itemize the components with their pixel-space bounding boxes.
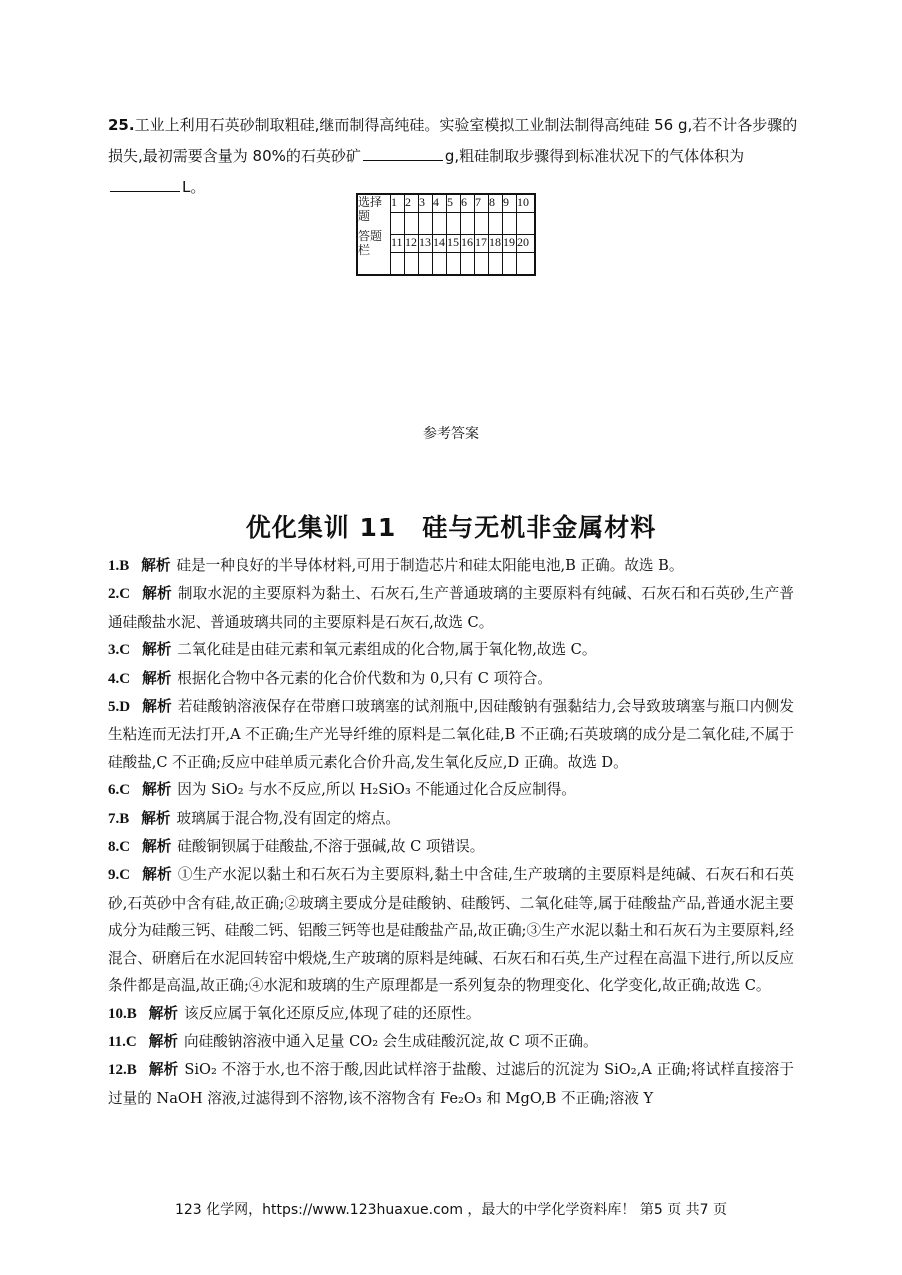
grid-number: 5 xyxy=(447,194,461,213)
answer-list xyxy=(108,552,794,1112)
grid-answer-cell[interactable] xyxy=(503,253,517,275)
grid-answer-cell[interactable] xyxy=(447,213,461,235)
grid-number: 16 xyxy=(461,235,475,253)
grid-number: 17 xyxy=(475,235,489,253)
page-footer: 123 化学网，https://www.123huaxue.com ，最大的中学化学资料库！ 第5 页 共7 页 xyxy=(174,1202,728,1218)
grid-number: 8 xyxy=(489,194,503,213)
grid-answer-cell[interactable] xyxy=(405,213,419,235)
answer-blank-1[interactable] xyxy=(363,142,443,161)
grid-number: 2 xyxy=(405,194,419,213)
grid-number: 9 xyxy=(503,194,517,213)
grid-answer-cell[interactable] xyxy=(489,213,503,235)
question-text-part2: g,粗硅制取步骤得到标准状况下的气体体积为 xyxy=(444,147,745,165)
grid-number: 19 xyxy=(503,235,517,253)
grid-number: 1 xyxy=(391,194,405,213)
grid-number: 10 xyxy=(517,194,536,213)
grid-answer-cell[interactable] xyxy=(391,253,405,275)
grid-answer-cell[interactable] xyxy=(447,253,461,275)
grid-answer-cell[interactable] xyxy=(433,213,447,235)
answer-item: 7.B 解析 玻璃属于混合物,没有固定的熔点。 xyxy=(108,809,401,827)
grid-number: 6 xyxy=(461,194,475,213)
answer-blank-2[interactable] xyxy=(110,173,180,192)
grid-number: 15 xyxy=(447,235,461,253)
answer-item: 11.C 解析 向硅酸钠溶液中通入足量 CO₂ 会生成硅酸沉淀,故 C 项不正确。 xyxy=(108,1032,598,1050)
answer-item: 8.C 解析 硅酸铜钡属于硅酸盐,不溶于强碱,故 C 项错误。 xyxy=(108,838,485,856)
grid-number: 7 xyxy=(475,194,489,213)
grid-answer-cell[interactable] xyxy=(503,213,517,235)
question-text-part1: 工业上利用石英砂制取粗硅,继而制得高纯硅。实验室模拟工业制法制得高纯硅 56 g,若不计各步骤的损失,最初需要含量为 80%的石英砂矿 xyxy=(108,116,798,165)
grid-answer-cell[interactable] xyxy=(405,253,419,275)
grid-answer-cell[interactable] xyxy=(475,213,489,235)
question-text-part3: L。 xyxy=(182,178,206,196)
grid-number: 20 xyxy=(517,235,536,253)
grid-number: 11 xyxy=(391,235,405,253)
grid-number: 18 xyxy=(489,235,503,253)
answer-item: 12.B 解析 SiO₂ 不溶于水,也不溶于酸,因此试样溶于盐酸、过滤后的沉淀为 SiO₂,A 正确;将试样直接溶于过量的 NaOH 溶液,过滤得到不溶物,该不溶物含有 Fe₂O₃ 和 MgO,B 不正确;溶液 Y xyxy=(108,1061,794,1107)
answer-grid-header: 选择 题 答题 栏 xyxy=(357,194,391,275)
grid-number: 14 xyxy=(433,235,447,253)
grid-number: 4 xyxy=(433,194,447,213)
grid-answer-cell[interactable] xyxy=(489,253,503,275)
grid-number: 3 xyxy=(419,194,433,213)
answer-item: 1.B 解析 硅是一种良好的半导体材料,可用于制造芯片和硅太阳能电池,B 正确。故选 B。 xyxy=(108,557,684,574)
grid-answer-cell[interactable] xyxy=(461,213,475,235)
grid-answer-cell[interactable] xyxy=(461,253,475,275)
question-25: 25.工业上利用石英砂制取粗硅,继而制得高纯硅。实验室模拟工业制法制得高纯硅 56 g,若不计各步骤的损失,最初需要含量为 80%的石英砂矿 g,粗硅制取步骤得到标准状况下的气体体积为L。 xyxy=(108,116,798,196)
grid-answer-cell[interactable] xyxy=(391,213,405,235)
answer-item: 5.D 解析 若硅酸钠溶液保存在带磨口玻璃塞的试剂瓶中,因硅酸钠有强黏结力,会导致玻璃塞与瓶口内侧发生粘连而无法打开,A 不正确;生产光导纤维的原料是二氧化硅,B 不正确;石英玻璃的成分是二氧化硅,不属于硅酸盐,C 不正确;反应中硅单质元素化合价升高,发生氧化反应,D 正确。故选 D。 xyxy=(108,698,794,771)
grid-answer-cell[interactable] xyxy=(475,253,489,275)
answer-grid xyxy=(356,193,536,276)
answer-item: 10.B 解析 该反应属于氧化还原反应,体现了硅的还原性。 xyxy=(108,1004,481,1022)
reference-heading: 参考答案 xyxy=(423,426,479,442)
grid-answer-cell[interactable] xyxy=(419,213,433,235)
answer-item: 6.C 解析 因为 SiO₂ 与水不反应,所以 H₂SiO₃ 不能通过化合反应制得。 xyxy=(108,781,576,799)
answer-item: 3.C 解析 二氧化硅是由硅元素和氧元素组成的化合物,属于氧化物,故选 C。 xyxy=(108,641,597,659)
grid-answer-cell[interactable] xyxy=(517,213,536,235)
answer-item: 2.C 解析 制取水泥的主要原料为黏土、石灰石,生产普通玻璃的主要原料有纯碱、石灰石和石英砂,生产普通硅酸盐水泥、普通玻璃共同的主要原料是石灰石,故选 C。 xyxy=(108,585,794,631)
grid-number: 12 xyxy=(405,235,419,253)
grid-answer-cell[interactable] xyxy=(517,253,536,275)
grid-answer-cell[interactable] xyxy=(419,253,433,275)
answer-item: 4.C 解析 根据化合物中各元素的化合价代数和为 0,只有 C 项符合。 xyxy=(108,669,552,687)
section-title: 优化集训 11 硅与无机非金属材料 xyxy=(245,513,657,542)
question-number: 25 xyxy=(108,116,129,134)
grid-answer-cell[interactable] xyxy=(433,253,447,275)
answer-item: 9.C 解析 ①生产水泥以黏土和石灰石为主要原料,黏土中含硅,生产玻璃的主要原料是纯碱、石灰石和石英砂,石英砂中含有硅,故正确;②玻璃主要成分是硅酸钠、硅酸钙、二氧化硅等,属于硅酸盐产品,普通水泥主要成分为硅酸三钙、硅酸二钙、铝酸三钙等也是硅酸盐产品,故正确;③生产水泥以黏土和石灰石为主要原料,经混合、研磨后在水泥回转窑中煅烧,生产玻璃的原料是纯碱、石灰石和石英,生产过程在高温下进行,所以反应条件都是高温,故正确;④水泥和玻璃的生产原理都是一系列复杂的物理变化、化学变化,故正确;故选 C。 xyxy=(108,866,794,995)
grid-number: 13 xyxy=(419,235,433,253)
